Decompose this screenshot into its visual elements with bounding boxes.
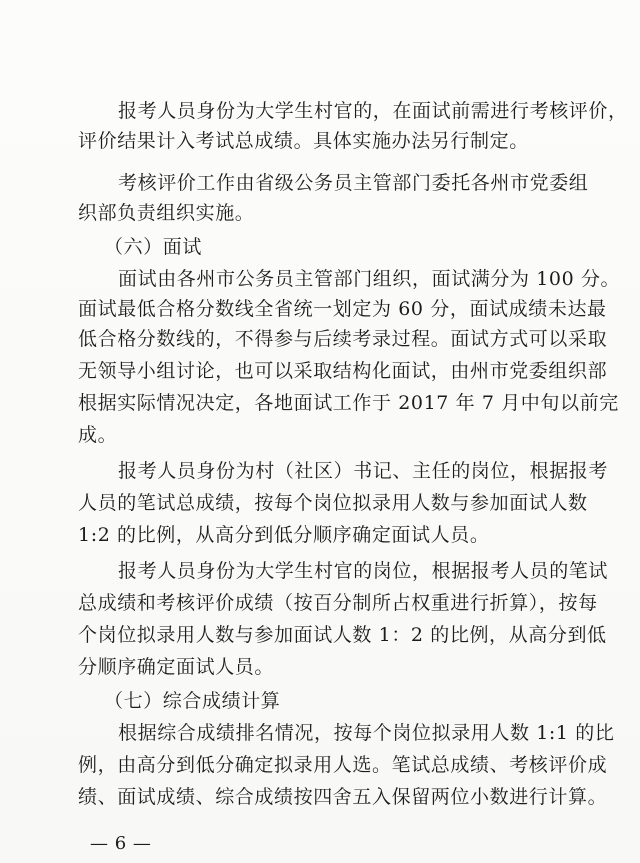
paragraph-line: 评价结果计入考试总成绩。具体实施办法另行制定。	[78, 130, 529, 152]
paragraph-line: 分顺序确定面试人员。	[78, 656, 275, 678]
paragraph-line: 总成绩和考核评价成绩（按百分制所占权重进行折算），按每	[78, 592, 598, 614]
paragraph-line: 例，由高分到低分确定拟录用人选。笔试总成绩、考核评价成	[78, 754, 608, 776]
paragraph-line: 1:2 的比例，从高分到低分顺序确定面试人员。	[78, 524, 490, 546]
paragraph-line: 织部负责组织实施。	[78, 202, 255, 224]
paragraph-line: 考核评价工作由省级公务员主管部门委托各州市党委组	[118, 172, 589, 194]
paragraph-line: 绩、面试成绩、综合成绩按四舍五入保留两位小数进行计算。	[78, 786, 608, 808]
paragraph-line: 人员的笔试总成绩，按每个岗位拟录用人数与参加面试人数	[78, 492, 588, 514]
page-number: — 6 —	[90, 833, 152, 854]
paragraph-line: 根据综合成绩排名情况，按每个岗位拟录用人数 1:1 的比	[118, 722, 615, 744]
paragraph-line: 报考人员身份为大学生村官的，在面试前需进行考核评价，	[118, 100, 628, 122]
paragraph-line: 个岗位拟录用人数与参加面试人数 1：2 的比例，从高分到低	[78, 624, 607, 646]
paragraph-line: 根据实际情况决定，各地面试工作于 2017 年 7 月中旬以前完	[78, 392, 619, 414]
section-heading: （七）综合成绩计算	[104, 690, 281, 712]
paragraph-line: 面试最低合格分数线全省统一划定为 60 分，面试成绩未达最	[78, 298, 607, 320]
paragraph-line: 面试由各州市公务员主管部门组织，面试满分为 100 分。	[118, 268, 621, 290]
paragraph-line: 报考人员身份为大学生村官的岗位，根据报考人员的笔试	[118, 560, 609, 582]
paragraph-line: 成。	[78, 424, 118, 446]
paragraph-line: 报考人员身份为村（社区）书记、主任的岗位，根据报考	[118, 460, 609, 482]
section-heading: （六）面试	[104, 236, 203, 258]
paragraph-line: 无领导小组讨论，也可以采取结构化面试，由州市党委组织部	[78, 360, 608, 382]
paragraph-line: 低合格分数线的，不得参与后续考录过程。面试方式可以采取	[78, 328, 608, 350]
